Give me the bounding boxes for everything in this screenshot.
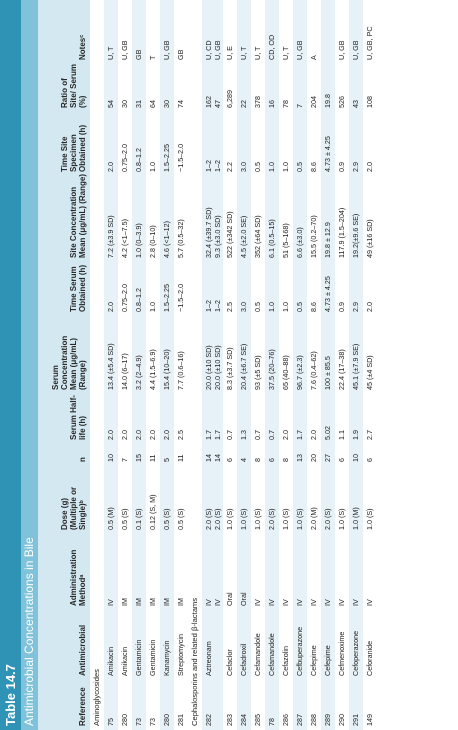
table-cell: 5.02 xyxy=(323,426,332,440)
table-cell: 2.0 xyxy=(162,430,171,440)
table-cell: 1.1 xyxy=(337,430,346,440)
table-cell: 73 xyxy=(134,718,143,726)
table-cell: IM xyxy=(120,598,129,606)
table-cell: 5.7 (0.5–32) xyxy=(176,219,185,258)
table-cell: IM xyxy=(162,598,171,606)
table-cell: 0.8–1.2 xyxy=(134,148,143,172)
table-row xyxy=(251,0,265,730)
table-cell: 2.8 (0–10) xyxy=(148,225,157,258)
table-cell: 96.7 (±2.3) xyxy=(295,355,304,390)
table-cell: 22 xyxy=(239,100,248,108)
table-cell: 13.4 (±5.4 SD) xyxy=(106,343,115,390)
table-cell: IM xyxy=(176,598,185,606)
table-cell: U, T xyxy=(239,46,248,60)
table-row xyxy=(321,0,335,730)
table-cell: 45.1 (±7.9 SE) xyxy=(351,343,360,390)
table-cell: 16 xyxy=(267,100,276,108)
table-cell: 7 xyxy=(295,104,304,108)
table-cell: Cefmenoxime xyxy=(337,631,346,676)
table-cell: 2.7 xyxy=(365,430,374,440)
table-cell: 0.5 (S) xyxy=(120,508,129,530)
table-cell: 6.1 (0.5–15) xyxy=(267,219,276,258)
table-cell: 3.0 xyxy=(239,302,248,312)
table-cell: IV xyxy=(309,599,318,606)
table-row xyxy=(202,0,223,730)
table-cell: 280 xyxy=(120,714,129,726)
table-cell: 11 xyxy=(148,454,157,462)
table-cell: 1.9 xyxy=(351,430,360,440)
table-cell: 15.5 (0.2–70) xyxy=(309,215,318,258)
table-cell: 288 xyxy=(309,714,318,726)
table-cell: U, T xyxy=(106,46,115,60)
table-cell: 0.5 xyxy=(253,302,262,312)
table-row xyxy=(146,0,160,730)
table-cell: 13 xyxy=(295,454,304,462)
table-cell: 280 xyxy=(162,714,171,726)
table-cell: 1.0 (S) xyxy=(281,508,290,530)
table-cell: 285 xyxy=(253,714,262,726)
table-cell: 75 xyxy=(106,718,115,726)
table-caption: Antimicrobial Concentrations in Bile xyxy=(21,0,38,730)
table-cell: 0.5 xyxy=(253,162,262,172)
table-cell: 45 (±4 SD) xyxy=(365,355,374,390)
table-body xyxy=(90,0,458,730)
table-cell: 162 47 xyxy=(204,96,222,108)
table-cell: 287 xyxy=(295,714,304,726)
table-cell: 32.4 (±39.7 SD) 9.3 (±3.0 SD) xyxy=(204,207,222,258)
table-cell: 30 xyxy=(120,100,129,108)
table-cell: 6 xyxy=(225,458,234,462)
table-cell: IM xyxy=(134,598,143,606)
table-cell: 54 xyxy=(106,100,115,108)
table-cell: 19.8 xyxy=(323,94,332,108)
table-cell: 22.4 (17–38) xyxy=(337,349,346,390)
section-title-text: Cephalosporins and related β-lactams xyxy=(190,597,199,726)
table-cell: IV xyxy=(337,599,346,606)
table-cell: 1.7 1.7 xyxy=(204,430,222,440)
table-cell: 0.12 (S, M) xyxy=(148,494,157,530)
table-cell: 2.0 xyxy=(134,430,143,440)
table-cell: U, GB xyxy=(162,40,171,60)
table-cell: U, GB xyxy=(295,40,304,60)
table-cell: 378 xyxy=(253,96,262,108)
table-cell: 0.9 xyxy=(337,302,346,312)
column-header: Notesᶜ xyxy=(78,34,87,60)
table-cell: IV xyxy=(253,599,262,606)
table-cell: Gentamicin xyxy=(134,639,143,676)
table-cell: 2.0 xyxy=(106,430,115,440)
table-cell: 117.9 (1.5–204) xyxy=(337,207,346,258)
table-cell: 286 xyxy=(281,714,290,726)
table-label: Table 14.7 xyxy=(0,0,21,730)
table-cell: 1.0 (S) xyxy=(295,508,304,530)
table-cell: GB xyxy=(176,49,185,60)
table-cell: 20.4 (±6.7 SE) xyxy=(239,343,248,390)
table-cell: 1.0 xyxy=(267,302,276,312)
table-cell: 4.4 (1.5–6.9) xyxy=(148,349,157,390)
table-row xyxy=(307,0,321,730)
table-cell: 2.0 xyxy=(365,162,374,172)
column-header: Ratio of Site/ Serum (%) xyxy=(60,63,87,108)
table-cell: 0.5 (S) xyxy=(162,508,171,530)
table-cell: IV IV xyxy=(204,599,222,606)
column-header: Site Concentration Mean (μg/mL) (Range) xyxy=(69,173,87,258)
table-cell: 1.5–2.25 xyxy=(162,284,171,312)
table-cell: 2.0 xyxy=(365,302,374,312)
table-cell: 2.5 xyxy=(176,430,185,440)
table-cell: IV xyxy=(323,599,332,606)
table-cell: 2.0 xyxy=(106,302,115,312)
table-cell: IV xyxy=(365,599,374,606)
table-cell: 281 xyxy=(176,714,185,726)
table-cell: Cefoperazone xyxy=(351,630,360,676)
table-row xyxy=(160,0,174,730)
table-cell: 3.2 (2–4.9) xyxy=(134,355,143,390)
table-cell: 74 xyxy=(176,100,185,108)
table-cell: Cefadroxil xyxy=(239,643,248,676)
table-cell: 6.6 (±3.0) xyxy=(295,227,304,258)
table-cell: 1.0 (0–3.9) xyxy=(134,223,143,258)
table-cell: 1–2 1–2 xyxy=(204,300,222,312)
table-cell: 4.73 ± 4.25 xyxy=(323,276,332,312)
table-cell: 73 xyxy=(148,718,157,726)
table-cell: 0.7 xyxy=(225,430,234,440)
table-cell: 8 xyxy=(281,458,290,462)
table-cell: 43 xyxy=(351,100,360,108)
table-cell: 4.6 (<1–12) xyxy=(162,221,171,258)
table-cell: 204 xyxy=(309,96,318,108)
table-cell: 20.0 (±10 SD) 20.0 (±10 SD) xyxy=(204,345,222,390)
table-cell: CD, OD xyxy=(267,34,276,60)
table-row xyxy=(279,0,293,730)
table-cell: 1.0 (S) xyxy=(365,508,374,530)
table-cell: 283 xyxy=(225,714,234,726)
table-cell: 51 (5–168) xyxy=(281,223,290,258)
table-cell: Amikacin xyxy=(120,646,129,676)
column-header: Antimicrobial xyxy=(78,624,87,676)
column-header: n xyxy=(78,457,87,462)
section-title xyxy=(188,0,202,730)
table-cell: 1.0 xyxy=(281,162,290,172)
table-cell: IM xyxy=(148,598,157,606)
table-cell: 0.9 xyxy=(337,162,346,172)
table-cell: 108 xyxy=(365,96,374,108)
table-cell: Aztreonam xyxy=(204,641,213,676)
table-cell: 65 (40–88) xyxy=(281,355,290,390)
table-cell: IV xyxy=(295,599,304,606)
table-cell: 20 xyxy=(309,454,318,462)
table-cell: 291 xyxy=(351,714,360,726)
table-row xyxy=(363,0,377,730)
table-cell: 1.3 xyxy=(239,430,248,440)
table-cell: 5 xyxy=(162,458,171,462)
table-cell: 2.0 xyxy=(106,162,115,172)
table-cell: 0.1 (S) xyxy=(134,508,143,530)
table-cell: 1.0 (S) xyxy=(239,508,248,530)
table-cell: Cefbuperazone xyxy=(295,626,304,676)
section-title-text: Aminoglycosides xyxy=(92,669,101,726)
table-cell: Cefamandole xyxy=(267,633,276,676)
table-cell: 1.0 (S) xyxy=(225,508,234,530)
table-cell: 2.0 (S) 2.0 (S) xyxy=(204,508,222,530)
table-cell: 7.6 (0.4–62) xyxy=(309,351,318,390)
table-row xyxy=(132,0,146,730)
table-cell: 1.0 xyxy=(148,302,157,312)
table-cell: 11 xyxy=(176,454,185,462)
table-cell: 4 xyxy=(239,458,248,462)
section-title xyxy=(90,0,104,730)
table-row xyxy=(174,0,188,730)
table-cell: Cefepime xyxy=(323,645,332,676)
column-header: Reference xyxy=(78,687,87,726)
table-cell: 149 xyxy=(365,714,374,726)
table-cell: 1.0 (S) xyxy=(337,508,346,530)
table-row xyxy=(293,0,307,730)
table-cell: IV xyxy=(106,599,115,606)
table-row xyxy=(223,0,237,730)
column-header: Dose (g) (Multiple or Single)ᵇ xyxy=(60,486,87,530)
column-header: Time Site Specimen Obtained (h) xyxy=(60,124,87,172)
table-cell: T xyxy=(148,55,157,60)
table-cell: 10 xyxy=(106,454,115,462)
table-cell: 8 xyxy=(253,458,262,462)
table-cell: 93 (±5 SD) xyxy=(253,355,262,390)
table-cell: 0.7 xyxy=(253,430,262,440)
table-cell: 0.5 xyxy=(295,162,304,172)
table-cell: 19.8 ± 12.9 xyxy=(323,222,332,258)
table-cell: 100 ± 85.5 xyxy=(323,356,332,390)
table-cell: GB xyxy=(134,49,143,60)
table-cell: U, GB, PC xyxy=(365,26,374,60)
table-cell: 2.0 (S) xyxy=(323,508,332,530)
table-cell: Cefepime xyxy=(309,645,318,676)
table-cell: 3.0 xyxy=(239,162,248,172)
table-cell: 526 xyxy=(337,96,346,108)
table-cell: 37.5 (20–76) xyxy=(267,349,276,390)
table-cell: 27 xyxy=(323,454,332,462)
table-cell: 0.5 (M) xyxy=(106,507,115,530)
table-cell: A xyxy=(309,55,318,60)
table-cell: U, GB xyxy=(351,40,360,60)
table-cell: 30 xyxy=(162,100,171,108)
table-cell: 2.9 xyxy=(351,302,360,312)
table-cell: 2.0 (M) xyxy=(309,507,318,530)
table-cell: U, GB xyxy=(120,40,129,60)
table-cell: 10 xyxy=(351,454,360,462)
table-cell: 2.0 xyxy=(120,430,129,440)
table-cell: Kanamycin xyxy=(162,640,171,676)
table-cell: 19.2(±9.6 SE) xyxy=(351,213,360,258)
table-cell: Amikacin xyxy=(106,646,115,676)
table-cell: 14 14 xyxy=(204,454,222,462)
table-cell: Gentamicin xyxy=(148,639,157,676)
table-cell: 1.7 xyxy=(295,430,304,440)
table-row xyxy=(265,0,279,730)
column-header: Serum Half-life (h) xyxy=(69,395,87,440)
table-cell: Oral xyxy=(239,592,248,606)
table-cell: 49 (±16 SD) xyxy=(365,219,374,258)
table-row xyxy=(349,0,363,730)
table-cell: 2.0 xyxy=(148,430,157,440)
table-cell: 0.75–2.0 xyxy=(120,284,129,312)
table-cell: 15.4 (10–20) xyxy=(162,349,171,390)
table-cell: IV xyxy=(281,599,290,606)
table-cell: 4.73 ± 4.25 xyxy=(323,136,332,172)
table-cell: 284 xyxy=(239,714,248,726)
table-cell: 8.3 (±3.7 SD) xyxy=(225,347,234,390)
table-cell: 7 xyxy=(120,458,129,462)
table-cell: 282 xyxy=(204,714,213,726)
table-cell: 8.6 xyxy=(309,162,318,172)
table-cell: U, E xyxy=(225,46,234,60)
table-cell: 522 (±342 SD) xyxy=(225,211,234,258)
table-cell: 1.5–2.25 xyxy=(162,144,171,172)
table-cell: 2.9 xyxy=(351,162,360,172)
table-row xyxy=(335,0,349,730)
table-cell: ~1.5–2.0 xyxy=(176,283,185,312)
table-cell: 6 xyxy=(337,458,346,462)
table-cell: Cefaclor xyxy=(225,649,234,676)
table-cell: Streptomycin xyxy=(176,634,185,676)
table-cell: 2.0 xyxy=(281,430,290,440)
table-row xyxy=(104,0,118,730)
table-cell: 6,289 xyxy=(225,90,234,108)
column-header: Serum Concentration Mean (μg/mL) (Range) xyxy=(51,335,87,390)
table-cell: 4.2 (<1–7.5) xyxy=(120,219,129,258)
table-cell: 64 xyxy=(148,100,157,108)
table-cell: 0.5 xyxy=(295,302,304,312)
table-cell: Ceforanide xyxy=(365,640,374,676)
table-cell: U, T xyxy=(281,46,290,60)
table-cell: 15 xyxy=(134,454,143,462)
table-cell: 1.0 xyxy=(148,162,157,172)
table-cell: Oral xyxy=(225,592,234,606)
table-cell: Cefamandole xyxy=(253,633,262,676)
table-cell: 4.5 (±2.0 SE) xyxy=(239,215,248,258)
table-cell: 290 xyxy=(337,714,346,726)
table-cell: Cefazolin xyxy=(281,646,290,676)
table-cell: 1.0 xyxy=(281,302,290,312)
table-cell: 78 xyxy=(267,718,276,726)
table-cell: 1.0 (M) xyxy=(351,507,360,530)
column-header: Time Serum Obtained (h) xyxy=(69,264,87,312)
table-cell: 2.5 xyxy=(225,302,234,312)
column-header-row xyxy=(38,0,90,730)
table-cell: 7.7 (0.6–16) xyxy=(176,351,185,390)
table-row xyxy=(118,0,132,730)
table-cell: 6 xyxy=(267,458,276,462)
table-cell: 0.75–2.0 xyxy=(120,144,129,172)
table-cell: 2.0 xyxy=(309,430,318,440)
table-cell: 1.0 xyxy=(267,162,276,172)
table-row xyxy=(237,0,251,730)
table-cell: IV xyxy=(351,599,360,606)
table-cell: 1–2 1–2 xyxy=(204,160,222,172)
table-cell: U, T xyxy=(253,46,262,60)
table-cell: 0.5 (S) xyxy=(176,508,185,530)
table-cell: U, GB xyxy=(337,40,346,60)
table-cell: ~1.5–2.0 xyxy=(176,143,185,172)
table-cell: 78 xyxy=(281,100,290,108)
table-cell: 6 xyxy=(365,458,374,462)
table-cell: 2.2 xyxy=(225,162,234,172)
table-cell: 352 (±64 SD) xyxy=(253,215,262,258)
table-cell: 0.7 xyxy=(267,430,276,440)
table-cell: IV xyxy=(267,599,276,606)
table-cell: 8.6 xyxy=(309,302,318,312)
table-cell: 1.0 (S) xyxy=(253,508,262,530)
table-cell: 14.0 (6–17) xyxy=(120,353,129,390)
table-cell: 31 xyxy=(134,100,143,108)
table-cell: 2.0 (S) xyxy=(267,508,276,530)
table-cell: U, CD U, GB xyxy=(204,40,222,60)
table-cell: 0.8–1.2 xyxy=(134,288,143,312)
table-cell: 7.2 (±3.9 SD) xyxy=(106,215,115,258)
table-cell: 289 xyxy=(323,714,332,726)
column-header: Administration Methodᵃ xyxy=(69,549,87,606)
